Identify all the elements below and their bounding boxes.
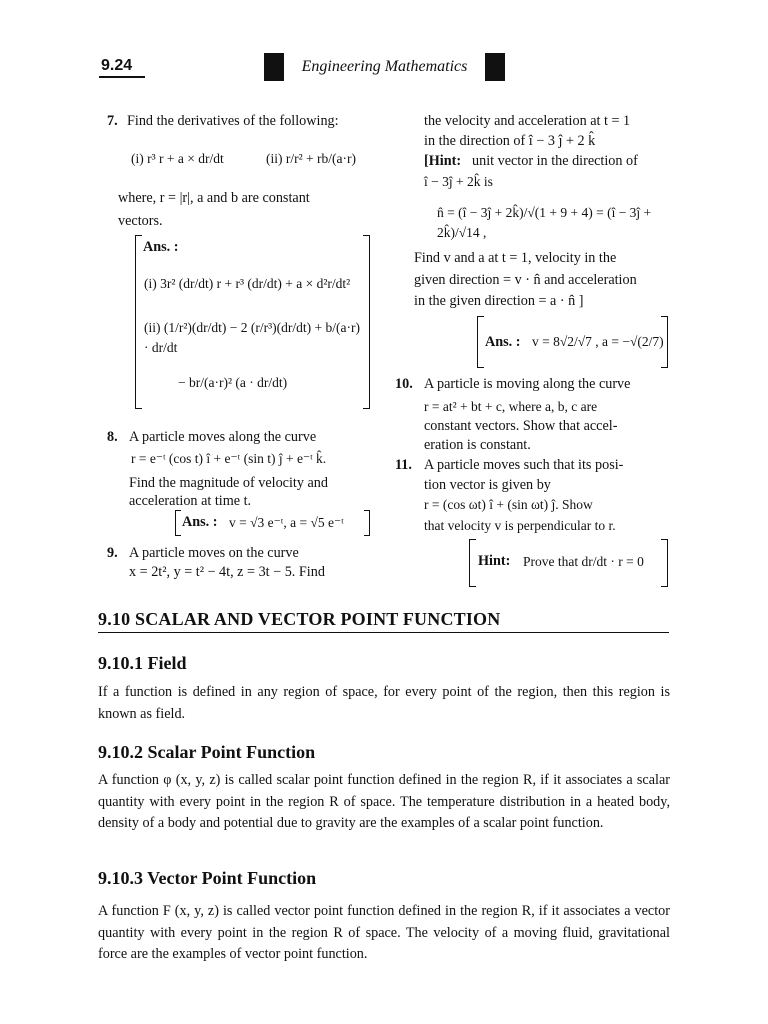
q8-answer-bracket-left: [175, 510, 181, 536]
running-head-banner: [264, 53, 505, 81]
q10-line4: eration is constant.: [424, 437, 531, 453]
q9-cont-line2: in the direction of î − 3 ĵ + 2 k̂: [424, 133, 596, 149]
q8-line3: Find the magnitude of velocity and: [129, 475, 328, 491]
q11-line3: r = (cos ωt) î + (sin ωt) ĵ. Show: [424, 497, 593, 512]
q11-line1: A particle moves such that its posi-: [424, 457, 624, 473]
q8-line1: A particle moves along the curve: [129, 429, 317, 445]
q8-answer-bracket-right: [364, 510, 370, 536]
q9-line2: x = 2t², y = t² − 4t, z = 3t − 5. Find: [129, 564, 325, 580]
q7-answer-ii: (ii) (1/r²)(dr/dt) − 2 (r/r³)(dr/dt) + b/(a·r) · dr/dt: [144, 320, 360, 355]
q10-line3: constant vectors. Show that accel-: [424, 418, 618, 434]
q7-vectors: vectors.: [118, 213, 163, 229]
page-number: 9.24: [101, 57, 133, 74]
q7-part-i: (i) r³ r + a × dr/dt: [131, 151, 224, 166]
q9-find-line3: in the given direction = a · n̂ ]: [414, 293, 584, 309]
q11-hint-bracket-right: [661, 539, 668, 587]
q8-line2: r = e⁻ᵗ (cos t) î + e⁻ᵗ (sin t) ĵ + e⁻ᵗ k̂.: [131, 451, 327, 466]
q7-answer-label: Ans. :: [143, 239, 179, 255]
q9-hint-label: [Hint:: [424, 153, 462, 169]
q11-line2: tion vector is given by: [424, 477, 551, 493]
q9-line1: A particle moves on the curve: [129, 545, 299, 561]
q11-hint-text: Prove that dr/dt · r = 0: [523, 554, 644, 569]
q11-hint-bracket-left: [469, 539, 476, 587]
q9-find-line1: Find v and a at t = 1, velocity in the: [414, 250, 617, 266]
q9-find-line2: given direction = v · n̂ and acceleration: [414, 272, 637, 288]
q9-answer-label: Ans. :: [485, 334, 521, 350]
q7-answer-bracket-left: [135, 235, 142, 409]
subsection-vector-title: 9.10.3 Vector Point Function: [98, 868, 317, 888]
q10-line2: r = at² + bt + c, where a, b, c are: [424, 399, 598, 414]
q9-cont-line1: the velocity and acceleration at t = 1: [424, 113, 631, 129]
q7-number: 7.: [107, 113, 118, 129]
q7-answer-bracket-right: [363, 235, 370, 409]
subsection-scalar-title: 9.10.2 Scalar Point Function: [98, 742, 316, 762]
section-rule: [98, 632, 669, 633]
q9-nhat-formula: n̂ = (î − 3ĵ + 2k̂)/√(1 + 9 + 4) = (î − 3ĵ + 2k̂)/√14 ,: [437, 205, 652, 240]
page-number-rule: [99, 76, 145, 78]
section-title: 9.10 SCALAR AND VECTOR POINT FUNCTION: [98, 609, 501, 629]
q7-answer-iii: − br/(a·r)² (a · dr/dt): [178, 375, 288, 390]
q11-number: 11.: [395, 457, 412, 473]
subsection-field-text: If a function is defined in any region of space, for every point of the region, then this region is known as field.: [98, 684, 670, 722]
q7-part-ii: (ii) r/r² + rb/(a·r): [266, 151, 356, 166]
q9-number: 9.: [107, 545, 118, 561]
subsection-field-title: 9.10.1 Field: [98, 653, 187, 673]
q9-answer-bracket-left: [477, 316, 484, 368]
subsection-scalar-text: A function φ (x, y, z) is called scalar point function defined in the region R, if it associates a scalar quantity with every point in the region R of space. The temperature distribution in a heated body, density of a body and potential due to gravity are the examples of a scalar point function.: [98, 772, 670, 831]
q9-answer: v = 8√2/√7 , a = −√(2/7): [532, 334, 664, 349]
q8-answer-label: Ans. :: [182, 514, 218, 530]
subsection-vector-text: A function F (x, y, z) is called vector point function defined in the region R, if it associates a vector quantity with every point in the region R of space. The velocity of a moving fluid, gravitational force are the examples of vector point function.: [98, 903, 670, 962]
q8-line4: acceleration at time t.: [129, 493, 252, 509]
q7-answer-i: (i) 3r² (dr/dt) r + r³ (dr/dt) + a × d²r/dt²: [144, 276, 351, 291]
q11-line4: that velocity v is perpendicular to r.: [424, 518, 616, 533]
q9-hint-text: unit vector in the direction of: [472, 153, 638, 169]
q10-number: 10.: [395, 376, 413, 392]
q7-where: where, r = |r|, a and b are constant: [118, 190, 310, 206]
q7-text: Find the derivatives of the following:: [127, 113, 339, 129]
q8-number: 8.: [107, 429, 118, 445]
q8-answer: v = √3 e⁻ᵗ, a = √5 e⁻ᵗ: [229, 515, 344, 530]
running-head-title: Engineering Mathematics: [284, 53, 485, 81]
q10-line1: A particle is moving along the curve: [424, 376, 631, 392]
q11-hint-label: Hint:: [478, 553, 511, 569]
q9-unit-vector-line: î − 3ĵ + 2k̂ is: [424, 174, 493, 189]
